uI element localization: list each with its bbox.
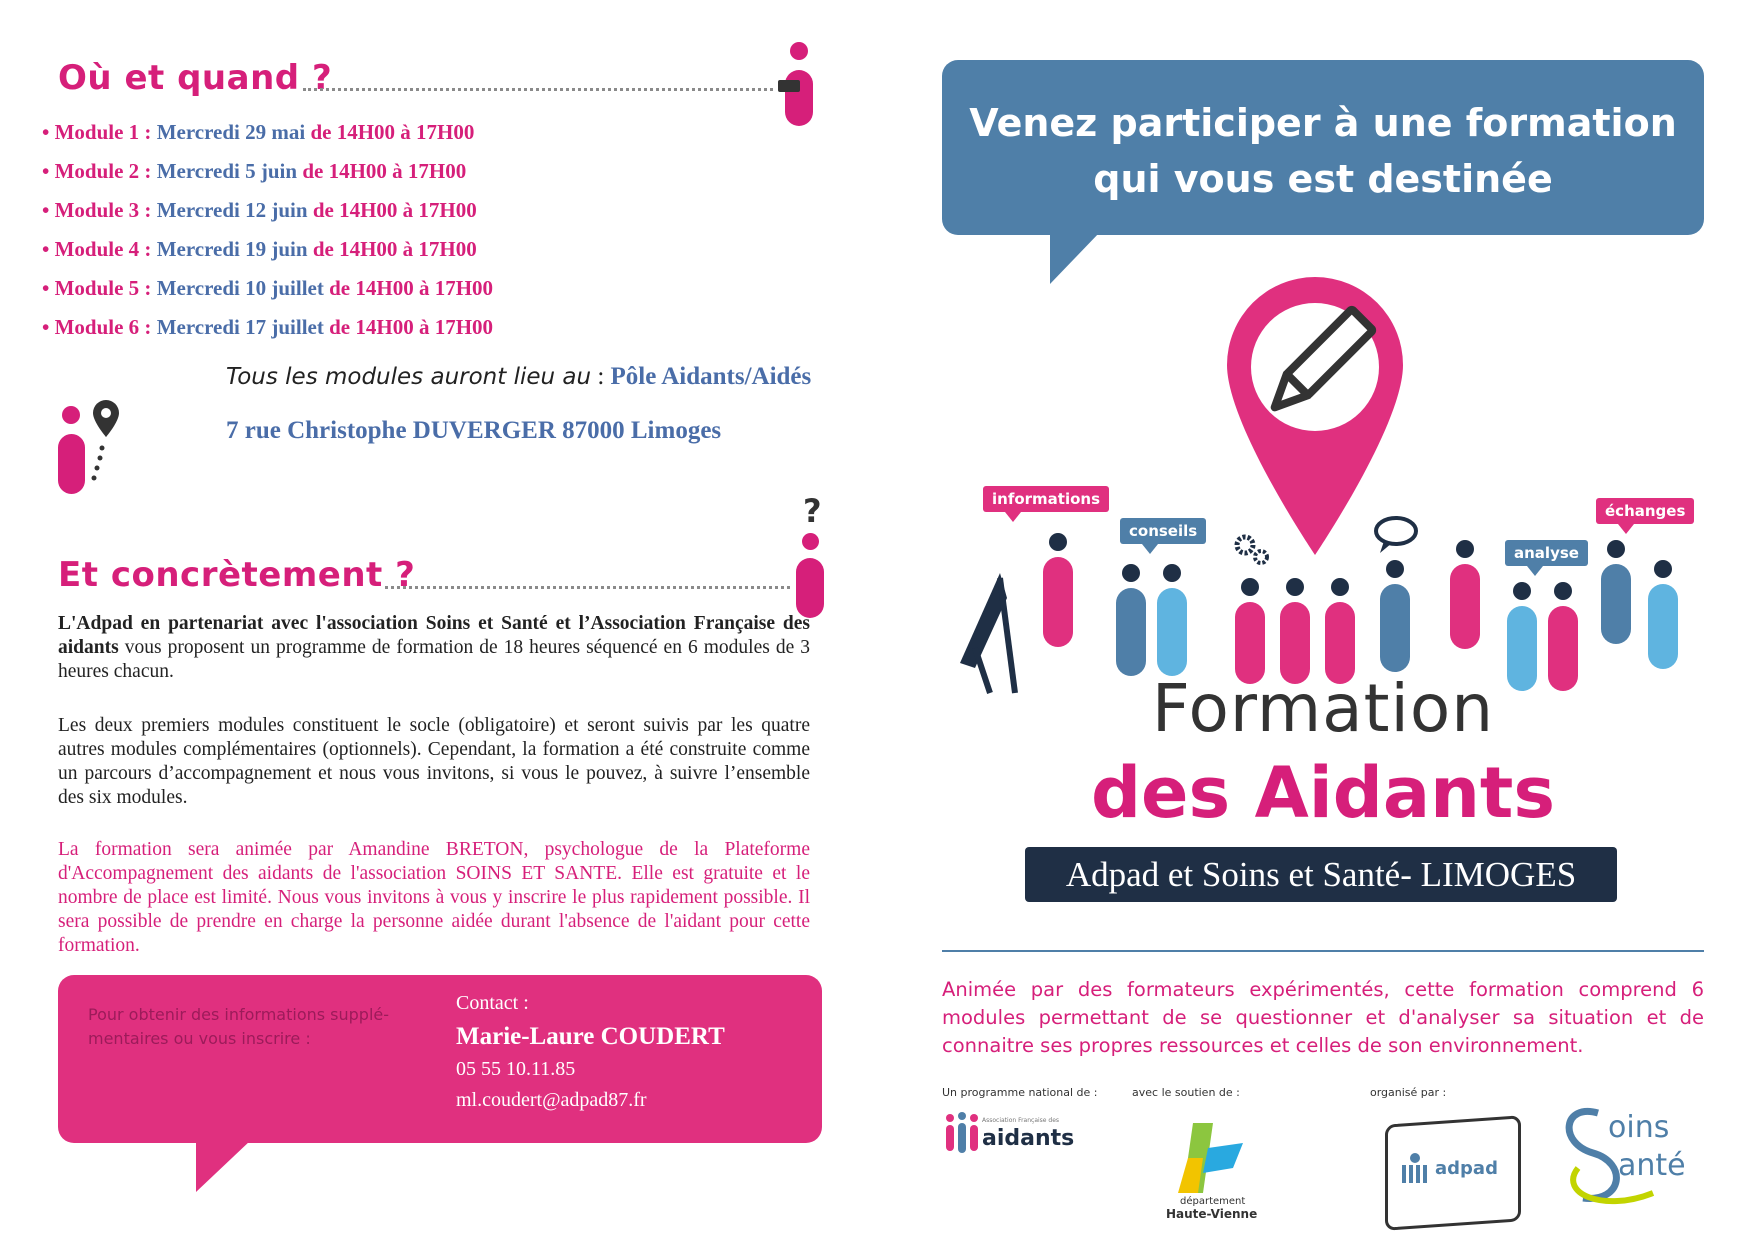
- heading-dotted-rule: [385, 586, 790, 589]
- contact-box-tail: [196, 1140, 251, 1192]
- tag-conseils: conseils: [1120, 518, 1206, 544]
- contact-label: Contact :: [456, 992, 529, 1014]
- location-name: Pôle Aidants/Aidés: [610, 363, 812, 390]
- title-des-aidants: des Aidants: [1090, 752, 1556, 834]
- intro-paragraph: L'Adpad en partenariat avec l'association Soins et Santé et l’Association Française des aidants vous proposent un programme de formation de 18 heures séquencé en 6 modules de 3 heures chacun.: [58, 613, 810, 682]
- title-formation: Formation: [1151, 670, 1495, 747]
- module-item: • Module 6 : Mercredi 17 juillet de 14H00 à 17H00: [42, 315, 494, 339]
- contact-phone: 05 55 10.11.85: [456, 1058, 576, 1080]
- label-organised: organisé par :: [1370, 1086, 1447, 1099]
- gears-icon: [1232, 533, 1272, 567]
- training-description: Animée par des formateurs expérimentés, cette formation comprend 6 modules permettant de se questionner et d'analyser sa situation et de connaitre ses propres ressources et celles de son environnement.: [942, 978, 1704, 1057]
- speech-bubble-tail: [1050, 232, 1100, 284]
- contact-info-text: Pour obtenir des informations supplé-mentaires ou vous inscrire :: [88, 1005, 390, 1048]
- divider-rule: [942, 950, 1704, 952]
- tag-echanges: échanges: [1596, 498, 1694, 524]
- speech-icon: [1372, 515, 1420, 555]
- module-item: • Module 2 : Mercredi 5 juin de 14H00 à 17H00: [42, 159, 467, 183]
- module-item: • Module 4 : Mercredi 19 juin de 14H00 à 17H00: [42, 237, 477, 261]
- module-item: • Module 5 : Mercredi 10 juillet de 14H00 à 17H00: [42, 276, 494, 300]
- tag-informations: informations: [983, 486, 1109, 512]
- tag-analyse: analyse: [1505, 540, 1588, 566]
- modules-paragraph: Les deux premiers modules constituent le socle (obligatoire) et seront suivis par les quatre autres modules complémentaires (optionnels). Cependant, la formation a été construite comme un parcours d’accompagnement et nous vous invitons, si vous le pouvez, à suivre l’ensemble des six modules.: [58, 715, 810, 808]
- label-national: Un programme national de :: [942, 1086, 1098, 1099]
- trainer-paragraph: La formation sera animée par Amandine BRETON, psychologue de la Plateforme d'Accompagnement des aidants de l'association SOINS ET SANTE. Elle est gratuite et le nombre de place est limité. Nous vous invitons à vous y inscrire le plus rapidement possible. Il sera possible de prendre en charge la personne aidée durant l'absence de l'aidant pour cette formation.: [58, 839, 810, 956]
- where-when-heading: Où et quand ?: [58, 58, 333, 98]
- organisers-banner: Adpad et Soins et Santé- LIMOGES: [1025, 847, 1617, 902]
- module-item: • Module 1 : Mercredi 29 mai de 14H00 à 17H00: [42, 120, 475, 144]
- contact-name: Marie-Laure COUDERT: [456, 1023, 725, 1050]
- location-address: 7 rue Christophe DUVERGER 87000 Limoges: [226, 417, 722, 444]
- contact-email[interactable]: ml.coudert@adpad87.fr: [456, 1089, 647, 1111]
- module-item: • Module 3 : Mercredi 12 juin de 14H00 à 17H00: [42, 198, 477, 222]
- contact-box: [58, 975, 822, 1143]
- label-support: avec le soutien de :: [1132, 1086, 1240, 1099]
- heading-dotted-rule: [303, 88, 773, 91]
- bubble-headline: Venez participer à une formation qui vous est destinée: [969, 101, 1677, 201]
- concretely-heading: Et concrètement ?: [58, 555, 416, 595]
- location-intro: Tous les modules auront lieu au : Pôle Aidants/Aidés: [226, 363, 812, 390]
